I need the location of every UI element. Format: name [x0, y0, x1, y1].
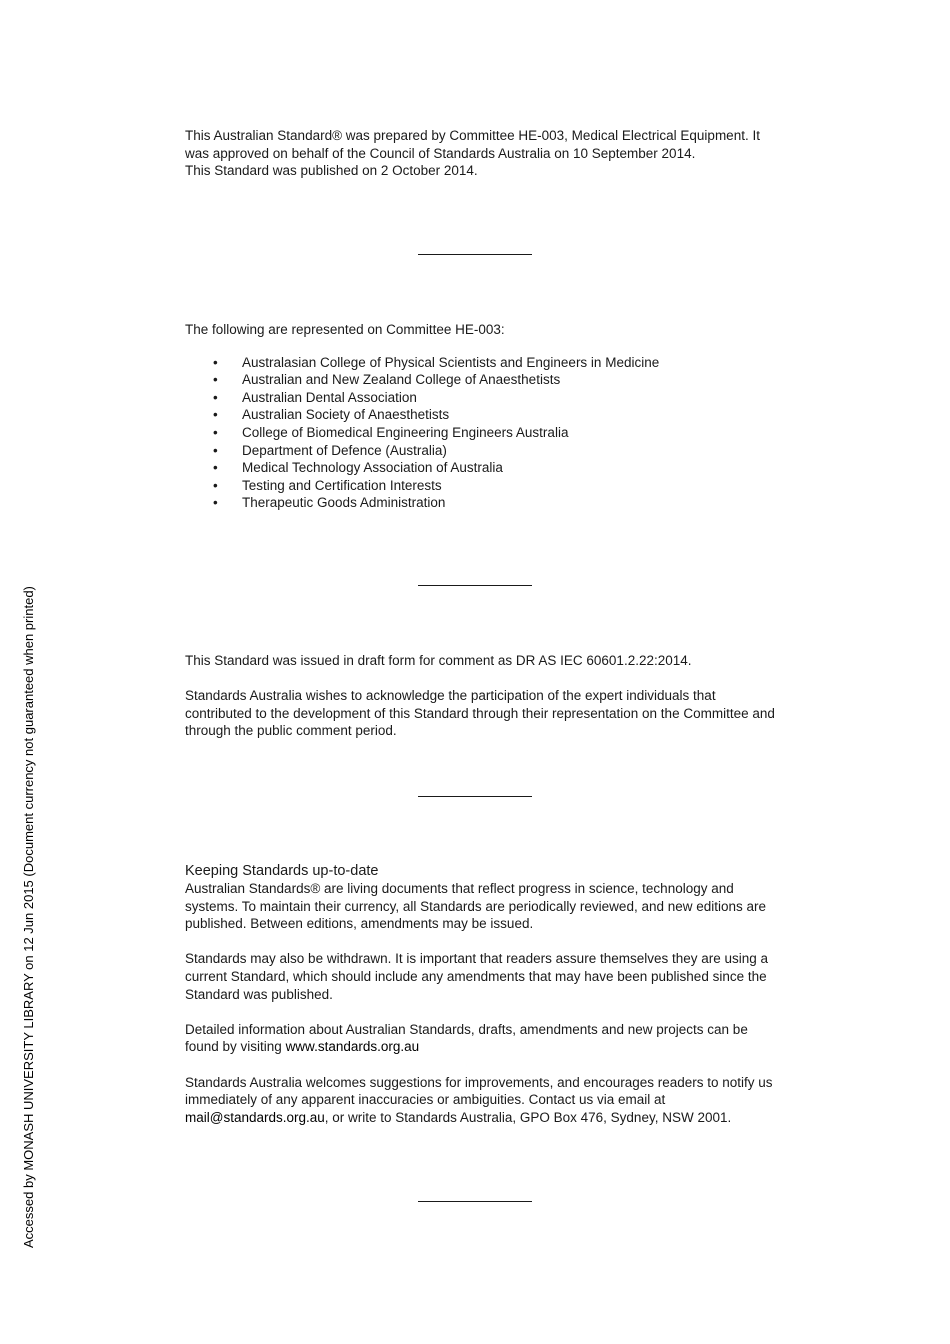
- section-heading: Keeping Standards up-to-date: [185, 863, 379, 879]
- bullet-icon: •: [213, 424, 218, 440]
- publication-date-statement: This Standard was published on 2 October 2014.: [185, 163, 478, 179]
- list-item: • College of Biomedical Engineering Engineers Australia: [213, 424, 569, 440]
- bullet-icon: •: [213, 372, 218, 388]
- section-divider: [418, 585, 532, 586]
- living-documents-paragraph: Australian Standards® are living documents that reflect progress in science, technology and systems. To maintain their currency, all Standards are periodically reviewed, and new editions are published. Between editions, amendments may be issued.: [185, 881, 767, 932]
- access-watermark-note: Accessed by MONASH UNIVERSITY LIBRARY on 12 Jun 2015 (Document currency not guaranteed when printed): [21, 586, 36, 1248]
- list-item: • Australian and New Zealand College of Anaesthetists: [213, 372, 561, 388]
- bullet-icon: •: [213, 389, 218, 405]
- section-divider: [418, 796, 532, 797]
- draft-issue-statement: This Standard was issued in draft form for comment as DR AS IEC 60601.2.22:2014.: [185, 653, 692, 668]
- contact-paragraph: Standards Australia welcomes suggestions for improvements, and encourages readers to notify us immediately of any apparent inaccuracies or ambiguities. Contact us via email at mail@standards.org.au, or write to Standards Australia, GPO Box 476, Sydney, NSW 2001.: [185, 1074, 773, 1125]
- bullet-icon: •: [213, 495, 218, 511]
- bullet-icon: •: [213, 407, 218, 423]
- section-divider: [418, 254, 532, 255]
- keeping-up-to-date-section: [185, 862, 775, 1126]
- bullet-icon: •: [213, 477, 218, 493]
- approval-statement: This Australian Standard® was prepared by Committee HE-003, Medical Electrical Equipment. It was approved on behalf of the Council of Standards Australia on 10 September 2014.: [185, 128, 760, 161]
- bullet-icon: •: [213, 354, 218, 370]
- approval-section: [185, 127, 775, 180]
- withdrawal-paragraph: Standards may also be withdrawn. It is important that readers assure themselves they are using a current Standard, which should include any amendments that may have been published since the Standard was published.: [185, 951, 769, 1002]
- email-link[interactable]: mail@standards.org.au: [185, 1109, 325, 1125]
- list-item: • Australian Society of Anaesthetists: [213, 407, 450, 423]
- committee-members-list: [185, 354, 775, 512]
- committee-section: [185, 321, 775, 512]
- bullet-icon: •: [213, 460, 218, 476]
- draft-section: [185, 652, 775, 740]
- list-item: • Australian Dental Association: [213, 389, 417, 405]
- acknowledgement-statement: Standards Australia wishes to acknowledge the participation of the expert individuals that contributed to the development of this Standard through their representation on the Committee and through the public comment period.: [185, 688, 775, 739]
- bullet-icon: •: [213, 442, 218, 458]
- list-item: • Australasian College of Physical Scientists and Engineers in Medicine: [213, 354, 660, 370]
- list-item: • Department of Defence (Australia): [213, 442, 447, 458]
- website-link[interactable]: www.standards.org.au: [285, 1039, 420, 1055]
- section-divider: [418, 1201, 532, 1202]
- committee-intro: The following are represented on Committee HE-003:: [185, 322, 505, 337]
- website-paragraph: Detailed information about Australian Standards, drafts, amendments and new projects can be found by visiting www.standards.org.au: [185, 1021, 748, 1055]
- list-item: • Medical Technology Association of Australia: [213, 460, 503, 476]
- list-item: • Therapeutic Goods Administration: [213, 495, 446, 511]
- list-item: • Testing and Certification Interests: [213, 477, 442, 493]
